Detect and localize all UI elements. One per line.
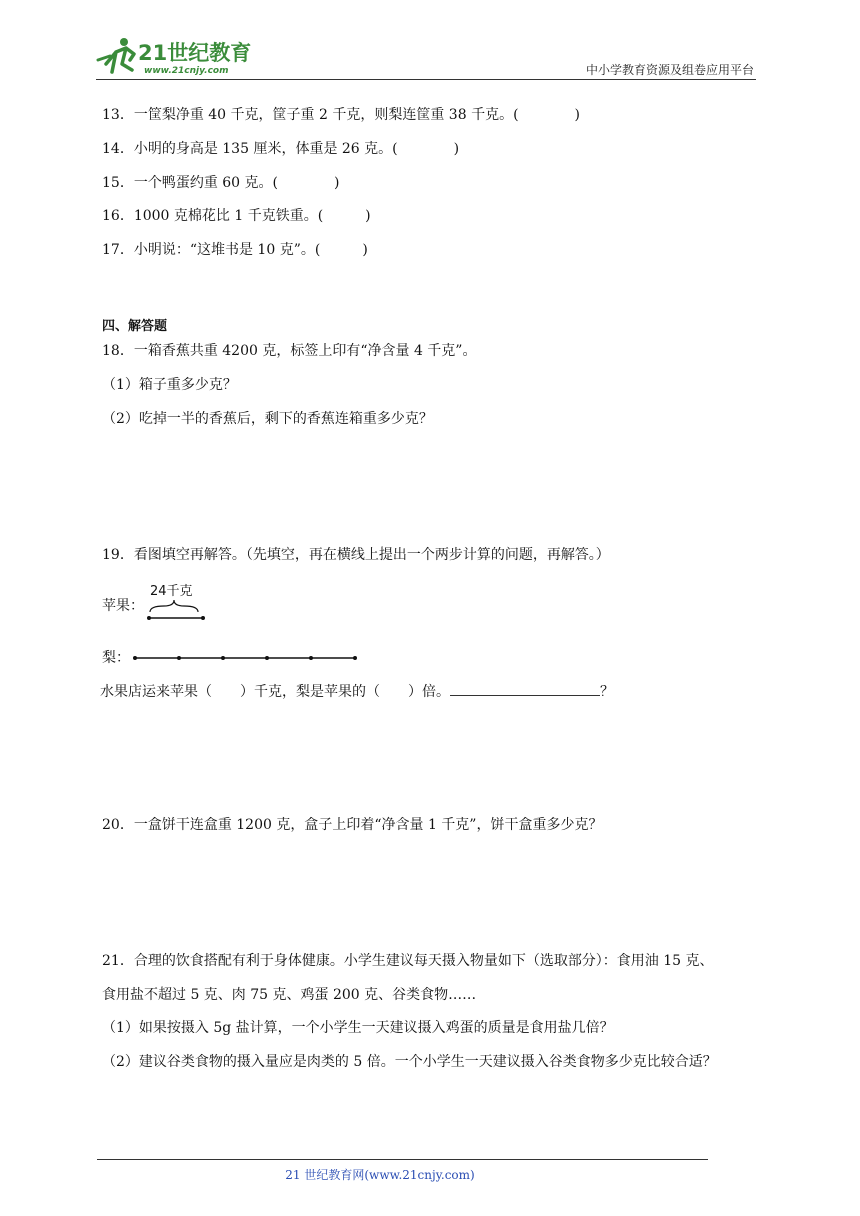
logo-url: www.21cnjy.com: [144, 66, 229, 76]
apple-segment-diagram: [140, 598, 220, 624]
runner-icon: [98, 38, 134, 72]
question-17: 17．小明说：“这堆书是 10 克”。( ): [102, 242, 368, 258]
question-21-sub1: （1）如果按摄入 5g 盐计算，一个小学生一天建议摄入鸡蛋的质量是食用盐几倍？: [102, 1020, 614, 1036]
pear-point: [221, 656, 225, 660]
pear-point: [177, 656, 181, 660]
apple-weight-label: 24千克: [150, 584, 193, 599]
pear-point: [309, 656, 313, 660]
question-19-stem: 19．看图填空再解答。（先填空，再在横线上提出一个两步计算的问题，再解答。）: [102, 547, 610, 563]
pear-point: [353, 656, 357, 660]
question-19-fill: 水果店运来苹果（ ）千克，梨是苹果的（ ）倍。 ？: [100, 681, 614, 701]
question-18-sub2: （2）吃掉一半的香蕉后，剩下的香蕉连箱重多少克？: [102, 411, 433, 427]
footer-link[interactable]: 21 世纪教育网(www.21cnjy.com): [285, 1168, 475, 1182]
question-20-stem: 20．一盒饼干连盒重 1200 克，盒子上印着“净含量 1 千克”，饼干盒重多少克？: [102, 817, 603, 833]
question-18-sub1: （1）箱子重多少克？: [102, 377, 237, 393]
answer-blank[interactable]: [450, 681, 600, 696]
platform-name: 中小学教育资源及组卷应用平台: [585, 63, 754, 77]
apple-point: [147, 616, 151, 620]
pear-point: [133, 656, 137, 660]
question-16: 16．1000 克棉花比 1 千克铁重。( ): [102, 208, 371, 224]
pear-segment-diagram: [128, 650, 368, 666]
apple-brace: [150, 600, 198, 612]
question-15: 15．一个鸭蛋约重 60 克。( ): [102, 175, 340, 191]
question-13: 13．一筐梨净重 40 千克，筐子重 2 千克，则梨连筐重 38 千克。( ): [102, 107, 580, 123]
header-divider: [96, 79, 756, 80]
question-14: 14．小明的身高是 135 厘米，体重是 26 克。( ): [102, 141, 460, 157]
pear-label: 梨：: [102, 650, 130, 666]
question-21-stem-line1: 21．合理的饮食搭配有利于身体健康。小学生建议每天摄入物量如下（选取部分）：食用油 15 克、: [102, 953, 714, 969]
question-18-stem: 18．一箱香蕉共重 4200 克，标签上印有“净含量 4 千克”。: [102, 343, 477, 359]
logo-text: 21世纪教育: [138, 41, 252, 65]
question-21-sub2: （2）建议谷类食物的摄入量应是肉类的 5 倍。一个小学生一天建议摄入谷类食物多少克比较合适？: [102, 1054, 717, 1070]
apple-label: 苹果：: [102, 598, 144, 614]
section-title: 四、解答题: [102, 319, 168, 334]
apple-point: [201, 616, 205, 620]
site-logo: [96, 34, 258, 76]
footer-divider: [97, 1159, 708, 1160]
pear-point: [265, 656, 269, 660]
question-21-stem-line2: 食用盐不超过 5 克、肉 75 克、鸡蛋 200 克、谷类食物……: [102, 987, 477, 1003]
